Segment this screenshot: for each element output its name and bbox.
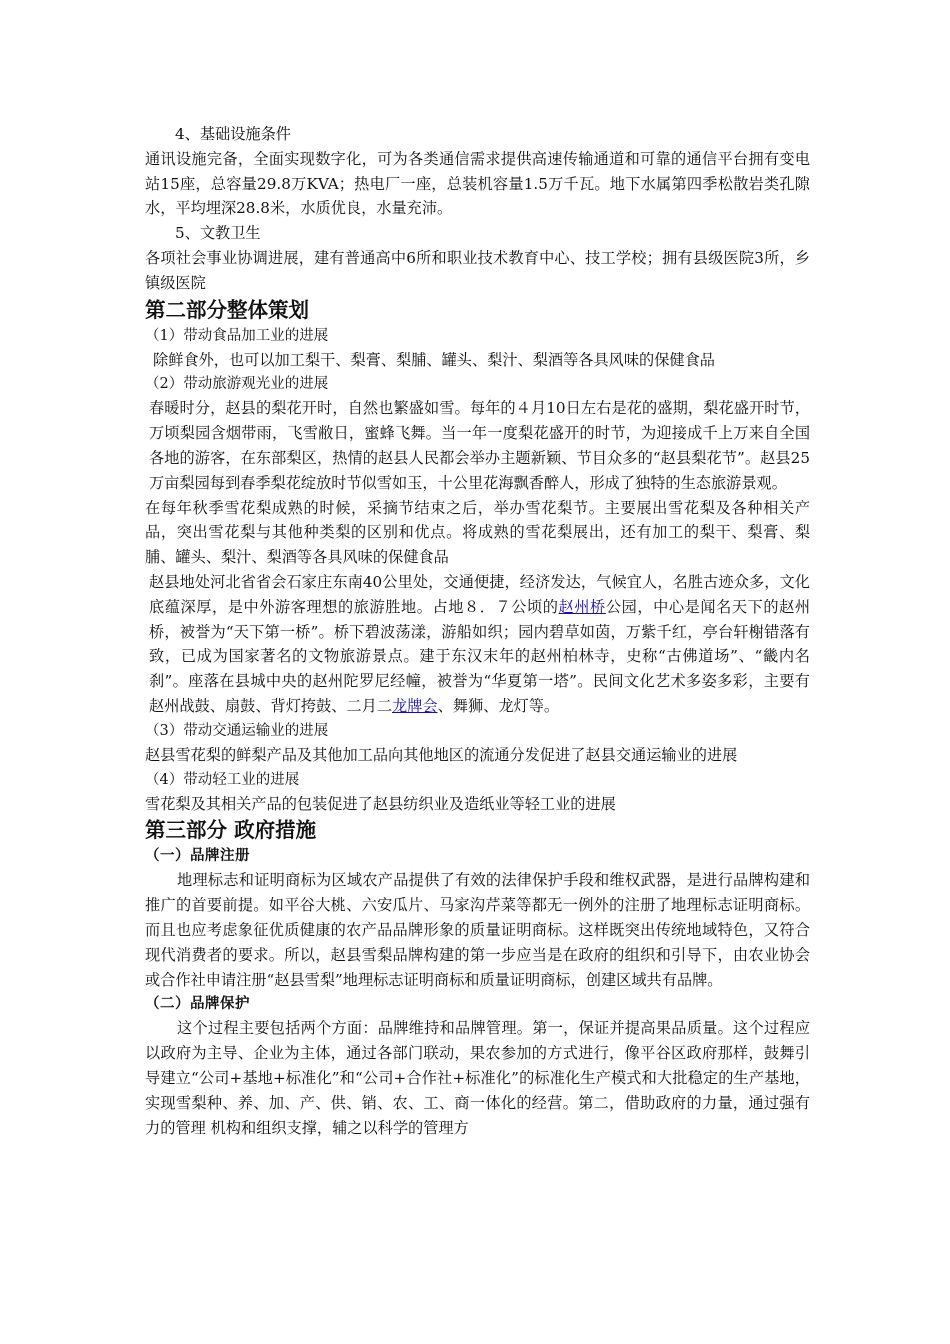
paragraph-tourism-spring: 春暖时分，赵县的梨花开时，自然也繁盛如雪。每年的４月10日左右是花的盛期，梨花盛开时节，万顷梨园含烟带雨，飞雪敝日，蜜蜂飞舞。当一年一度梨花盛开的时节，为迎接成千上万来自全国各地的游客，在东部梨区，热情的赵县人民都会举办主题新颖、节目众多的“赵县梨花节”。赵县25万亩梨园每到春季梨花绽放时节似雪如玉，十公里花海飘香醉人，形成了独特的生态旅游景观。 [149, 399, 810, 492]
attractions-text-b: 公园，中心是闻名天下的赵州桥，被誉为“天下第一桥”。桥下碧波荡漾，游船如织；园内碧草如茵，万紫千红，亭台轩榭错落有致，已成为国家著名的文物旅游景点。建于东汉末年的赵州柏林寺，史称“古佛道场”、“畿内名刹”。座落在县城中央的赵州陀罗尼经幢，被誉为“华夏第一塔”。民间文化艺术多姿多彩，主要有赵州战鼓、扇鼓、背灯挎鼓、二月二 [149, 597, 811, 715]
document-page [145, 122, 810, 1140]
part-three-title: 第三部分 政府措施 [145, 818, 317, 843]
subheading-brand-registration: （一）品牌注册 [145, 848, 250, 865]
paragraph-infrastructure: 通讯设施完备，全面实现数字化，可为各类通信需求提供高速传输通道和可靠的通信平台拥有变电站15座，总容量29.8万KVA；热电厂一座，总装机容量1.5万千瓦。地下水属第四季松散岩类孔隙水，平均埋深28.8米，水质优良，水量充沛。 [145, 149, 810, 218]
paragraph-brand-protection: 这个过程主要包括两个方面：品牌维持和品牌管理。第一，保证并提高果品质量。这个过程应以政府为主导、企业为主体，通过各部门联动，果农参加的方式进行，像平谷区政府那样，鼓舞引导建立“公司+基地+标准化”和“公司+合作社+标准化”的标准化生产模式和大批稳定的生产基地，实现雪梨种、养、加、产、供、销、农、工、商一体化的经营。第二，借助政府的力量，通过强有力的管理 机构和组织支撑，辅之以科学的管理方 [145, 1019, 810, 1137]
section-heading-education-health: 5、文教卫生 [175, 224, 261, 243]
subheading-brand-protection: （二）品牌保护 [145, 996, 250, 1013]
subheading-light-industry: （4）带动轻工业的进展 [145, 771, 300, 788]
paragraph-transport: 赵县雪花梨的鲜梨产品及其他加工品向其他地区的流通分发促进了赵县交通运输业的进展 [145, 745, 738, 764]
subheading-food-processing: （1）带动食品加工业的进展 [145, 327, 329, 344]
dragon-tablet-festival-link[interactable]: 龙牌会 [392, 696, 438, 715]
attractions-text-a: 赵县地处河北省省会石家庄东南40公里处，交通便捷，经济发达，气候宜人，名胜古迹众多，文化底蕴深厚，是中外游客理想的旅游胜地。占地８．７公顷的 [149, 572, 810, 616]
subheading-transport: （3）带动交通运输业的进展 [145, 722, 329, 739]
section-heading-infrastructure: 4、基础设施条件 [175, 125, 291, 143]
paragraph-light-industry: 雪花梨及其相关产品的包装促进了赵县纺织业及造纸业等轻工业的进展 [145, 794, 616, 813]
paragraph-education-health: 各项社会事业协调进展，建有普通高中6所和职业技术教育中心、技工学校；拥有县级医院3所，乡镇级医院 [145, 248, 810, 292]
part-two-title: 第二部分整体策划 [145, 297, 309, 322]
paragraph-tourism-attractions [145, 570, 810, 719]
paragraph-tourism-autumn: 在每年秋季雪花梨成熟的时候，采摘节结束之后，举办雪花梨节。主要展出雪花梨及各种相关产品，突出雪花梨与其他种类梨的区别和优点。将成熟的雪花梨展出，还有加工的梨干、梨膏、梨脯、罐头、梨汁、梨酒等各具风味的保健食品 [145, 498, 810, 567]
subheading-tourism: （2）带动旅游观光业的进展 [145, 376, 329, 393]
paragraph-food-processing: 除鲜食外，也可以加工梨干、梨膏、梨脯、罐头、梨汁、梨酒等各具风味的保健食品 [153, 350, 715, 369]
attractions-text-c: 、舞狮、龙灯等。 [437, 696, 560, 715]
zhaozhou-bridge-link[interactable]: 赵州桥 [558, 597, 606, 616]
paragraph-brand-registration: 地理标志和证明商标为区域农产品提供了有效的法律保护手段和维权武器，是进行品牌构建和推广的首要前提。如平谷大桃、六安瓜片、马家沟芹菜等都无一例外的注册了地理标志证明商标。而且也应考虑象征优质健康的农产品品牌形象的质量证明商标。这样既突出传统地域特色，又符合现代消费者的要求。所以，赵县雪梨品牌构建的第一步应当是在政府的组织和引导下，由农业协会或合作社申请注册“赵县雪梨”地理标志证明商标和质量证明商标，创建区域共有品牌。 [145, 871, 810, 989]
